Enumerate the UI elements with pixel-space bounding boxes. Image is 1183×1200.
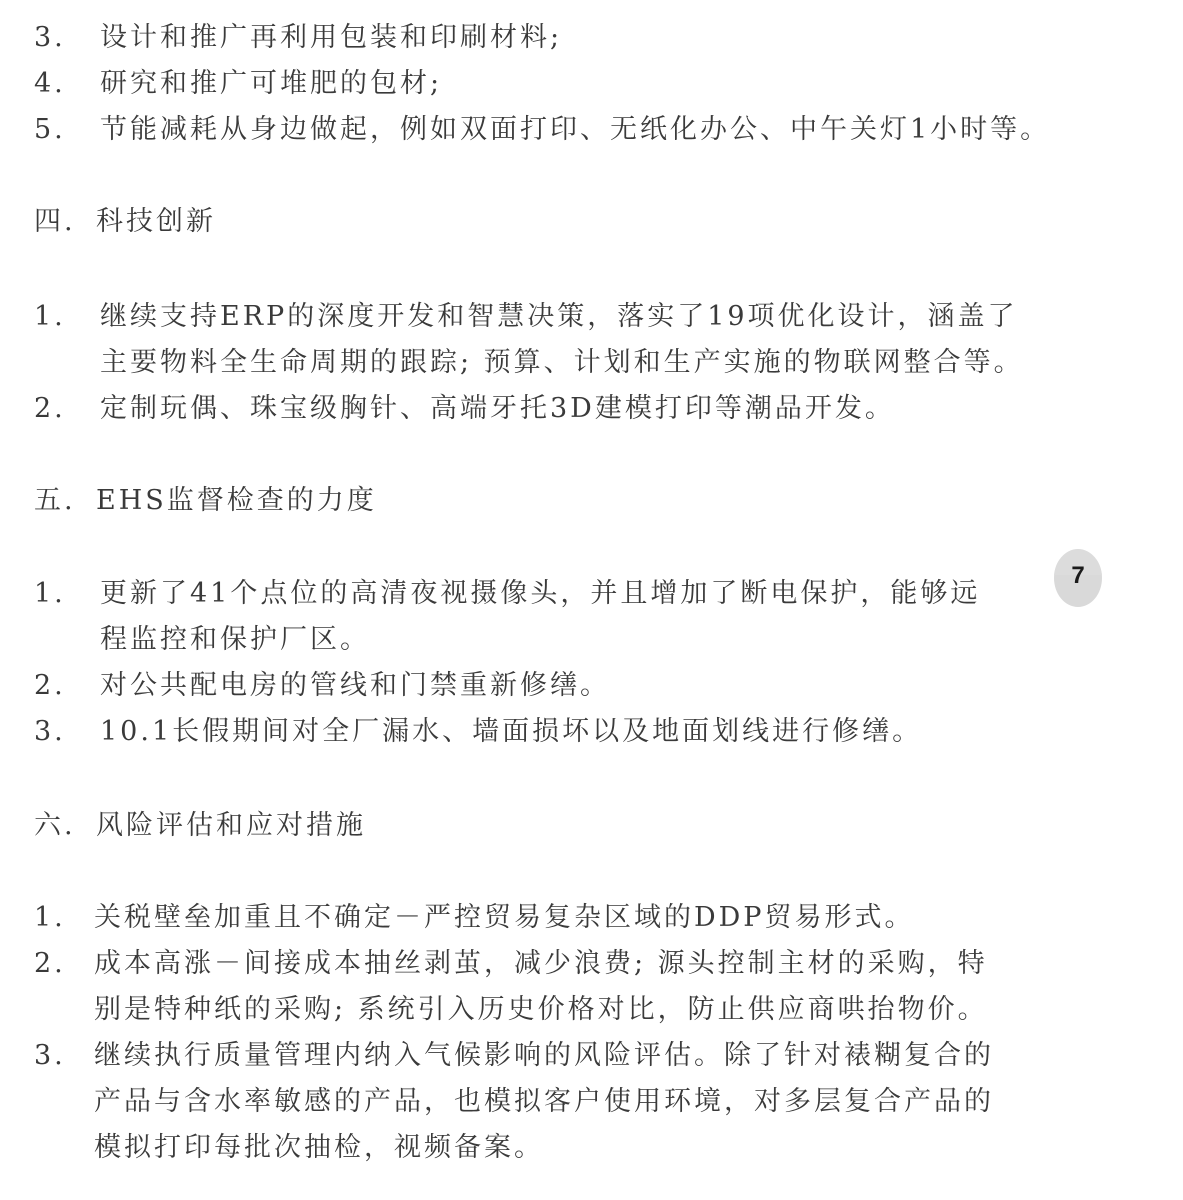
list-item-text: 程监控和保护厂区。 xyxy=(100,624,370,655)
list-item-text: 10.1长假期间对全厂漏水、墙面损坏以及地面划线进行修缮。 xyxy=(100,716,923,747)
list-item-text: 定制玩偶、珠宝级胸针、高端牙托3D建模打印等潮品开发。 xyxy=(100,393,895,424)
section-heading-text: EHS监督检查的力度 xyxy=(96,485,377,516)
list-item-number: 1. xyxy=(34,301,66,332)
section-heading-text: 风险评估和应对措施 xyxy=(96,810,366,841)
list-item-number: 5. xyxy=(34,114,66,145)
list-item-number: 3. xyxy=(34,716,66,747)
list-item-text: 对公共配电房的管线和门禁重新修缮。 xyxy=(100,670,610,701)
list-item-text: 研究和推广可堆肥的包材; xyxy=(100,68,443,99)
section-heading xyxy=(34,803,366,849)
list-item-text: 节能减耗从身边做起，例如双面打印、无纸化办公、中午关灯1小时等。 xyxy=(100,114,1051,145)
section-heading-number: 五. xyxy=(34,485,76,516)
list-item-text: 别是特种纸的采购; 系统引入历史价格对比，防止供应商哄抬物价。 xyxy=(94,994,988,1025)
section-heading xyxy=(34,199,216,245)
list-item-number: 2. xyxy=(34,948,66,979)
list-item-text: 更新了41个点位的高清夜视摄像头，并且增加了断电保护，能够远 xyxy=(100,578,981,609)
list-item-number: 4. xyxy=(34,68,66,99)
list-item-text: 设计和推广再利用包装和印刷材料; xyxy=(100,22,563,53)
list-item-text: 主要物料全生命周期的跟踪; 预算、计划和生产实施的物联网整合等。 xyxy=(100,347,1024,378)
list-item-number: 1. xyxy=(34,902,66,933)
list-item-text: 产品与含水率敏感的产品，也模拟客户使用环境，对多层复合产品的 xyxy=(94,1086,994,1117)
list-item-number: 1. xyxy=(34,578,66,609)
section-heading-number: 四. xyxy=(34,206,76,237)
section-heading xyxy=(34,478,377,524)
section-heading-text: 科技创新 xyxy=(96,206,216,237)
page-number: 7 xyxy=(1071,562,1085,589)
list-item-number: 3. xyxy=(34,22,66,53)
page-number-badge xyxy=(1054,549,1102,607)
list-item-text: 继续支持ERP的深度开发和智慧决策，落实了19项优化设计，涵盖了 xyxy=(100,301,1018,332)
section-heading-number: 六. xyxy=(34,810,76,841)
list-item-text: 模拟打印每批次抽检，视频备案。 xyxy=(94,1132,544,1163)
list-item-number: 2. xyxy=(34,670,66,701)
list-item-number: 2. xyxy=(34,393,66,424)
list-item-number: 3. xyxy=(34,1040,66,1071)
list-item-text: 成本高涨－间接成本抽丝剥茧，减少浪费; 源头控制主材的采购，特 xyxy=(94,948,988,979)
list-item-text: 继续执行质量管理内纳入气候影响的风险评估。除了针对裱糊复合的 xyxy=(94,1040,994,1071)
list-item-text: 关税壁垒加重且不确定－严控贸易复杂区域的DDP贸易形式。 xyxy=(94,902,915,933)
